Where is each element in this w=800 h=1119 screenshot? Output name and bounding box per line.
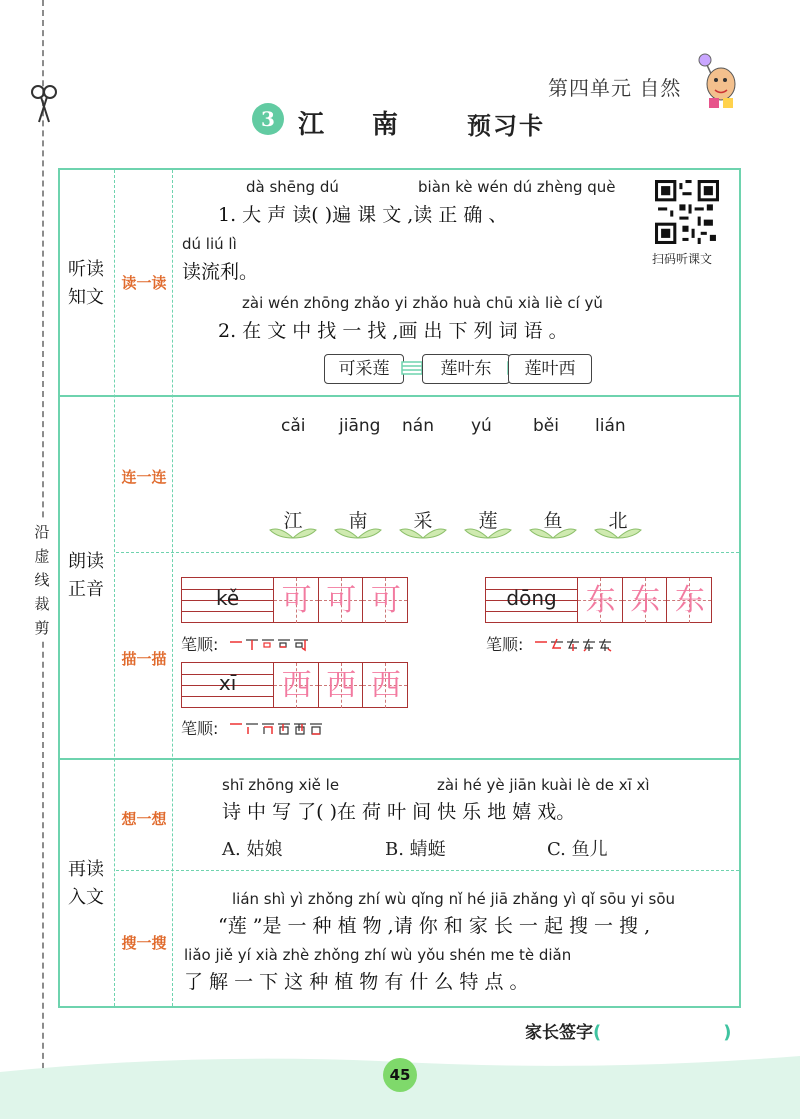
connect-character[interactable]: 南 — [348, 510, 368, 532]
section-title-line: 朗读 — [68, 551, 104, 572]
trace-pinyin: dōng — [506, 586, 557, 610]
trace-cell[interactable] — [318, 663, 363, 708]
row-divider — [116, 552, 739, 553]
section-title-pronounce — [66, 548, 106, 604]
pinyin-line: biàn kè wén dú zhèng què — [418, 178, 616, 196]
activity-read: 读一读 — [121, 274, 167, 292]
section-title-line: 知文 — [68, 287, 104, 308]
question-1: 1. 大 声 读( )遍 课 文 ,读 正 确 、 — [218, 204, 508, 226]
question-2: 2. 在 文 中 找 一 找 ,画 出 下 列 词 语 。 — [218, 320, 568, 342]
section-title-line: 入文 — [68, 887, 104, 908]
connect-pinyin[interactable]: cǎi — [281, 416, 306, 436]
section-title-listen — [66, 256, 106, 312]
trace-cell[interactable] — [577, 578, 622, 623]
stroke-order-label: 笔顺: — [486, 635, 524, 654]
connect-pinyin[interactable]: yú — [471, 416, 492, 436]
trace-character: 东 — [585, 583, 616, 618]
section-title-line: 再读 — [68, 859, 104, 880]
pinyin-line: dú liú lì — [182, 235, 237, 253]
search-text-2: 了 解 一 下 这 种 植 物 有 什 么 特 点 。 — [184, 971, 529, 993]
section-divider — [60, 395, 739, 397]
trace-cell[interactable] — [273, 578, 318, 623]
trace-grid — [181, 662, 408, 708]
signature-paren-close: ) — [723, 1022, 732, 1043]
signature-paren-open: ( — [593, 1022, 602, 1043]
trace-grid — [181, 577, 408, 623]
search-text-1: “莲 ”是 一 种 植 物 ,请 你 和 家 长 一 起 搜 一 搜 , — [218, 915, 651, 937]
choice-a[interactable]: A. 姑娘 — [222, 839, 283, 860]
trace-pinyin: xī — [218, 671, 237, 695]
unit-label: 第四单元 自然 — [548, 76, 682, 100]
leaf-icon — [398, 524, 448, 540]
leaf-icon — [593, 524, 643, 540]
word-card: 莲叶西 — [508, 354, 592, 384]
connect-character[interactable]: 采 — [413, 510, 433, 532]
leaf-icon — [463, 524, 513, 540]
stroke-order-label: 笔顺: — [181, 719, 219, 738]
question-1-continued: 读流利。 — [182, 261, 259, 283]
trace-cell[interactable] — [318, 578, 363, 623]
stroke-order-label: 笔顺: — [181, 635, 219, 654]
activity-think: 想一想 — [121, 810, 167, 828]
trace-cell[interactable] — [622, 578, 667, 623]
card-label: 预习卡 — [467, 112, 545, 140]
parent-signature-label: 家长签字 — [525, 1023, 593, 1043]
pinyin-line: liǎo jiě yí xià zhè zhǒng zhí wù yǒu shén me tè diǎn — [184, 946, 572, 964]
link-icon — [401, 360, 423, 376]
parent-signature[interactable] — [525, 1018, 731, 1043]
leaf-icon — [268, 524, 318, 540]
connect-character[interactable]: 鱼 — [543, 510, 563, 532]
lesson-number-badge: 3 — [252, 103, 284, 135]
connect-pinyin[interactable]: lián — [595, 416, 626, 436]
trace-cell[interactable] — [666, 578, 711, 623]
connect-character[interactable]: 莲 — [478, 510, 498, 532]
leaf-icon — [528, 524, 578, 540]
lesson-title: 江南 — [298, 110, 447, 140]
activity-search: 搜一搜 — [121, 934, 167, 952]
trace-cell[interactable] — [362, 578, 407, 623]
cut-text-char: 线 — [34, 571, 50, 589]
pinyin-cell — [182, 578, 273, 622]
cut-instruction — [31, 520, 53, 640]
qr-label: 扫码听课文 — [652, 252, 713, 266]
choice-b[interactable]: B. 蜻蜓 — [385, 839, 446, 860]
trace-grid — [485, 577, 712, 623]
activity-trace: 描一描 — [121, 650, 167, 668]
section-title-reread — [66, 856, 106, 912]
connect-pinyin[interactable]: jiāng — [339, 416, 381, 436]
connect-character[interactable]: 江 — [283, 510, 303, 532]
trace-pinyin: kě — [215, 586, 240, 610]
cut-text-char: 裁 — [34, 595, 50, 613]
column-divider — [114, 170, 115, 1006]
trace-character: 西 — [370, 668, 401, 703]
pinyin-cell — [182, 663, 273, 707]
pinyin-line: shī zhōng xiě le — [222, 776, 340, 794]
section-divider — [60, 758, 739, 760]
stroke-order-icon — [228, 636, 316, 652]
section-title-line: 听读 — [68, 259, 104, 280]
page-number-badge: 45 — [383, 1058, 417, 1092]
column-divider — [172, 170, 173, 1006]
trace-character: 东 — [630, 583, 661, 618]
leaf-icon — [333, 524, 383, 540]
mascot-icon — [693, 50, 743, 112]
cut-text-char: 虚 — [34, 547, 50, 565]
section-title-line: 正音 — [68, 579, 104, 600]
stroke-order-icon — [228, 720, 326, 736]
trace-character: 东 — [674, 583, 705, 618]
pinyin-line: dà shēng dú — [246, 178, 339, 196]
word-card: 可采莲 — [324, 354, 404, 384]
stroke-order-icon — [533, 636, 615, 652]
cut-text-char: 剪 — [34, 619, 50, 637]
pinyin-line: lián shì yì zhǒng zhí wù qǐng nǐ hé jiā zhǎng yì qǐ sōu yi sōu — [232, 890, 676, 908]
pinyin-line: zài hé yè jiān kuài lè de xī xì — [437, 776, 650, 794]
qr-code-icon[interactable] — [655, 180, 719, 244]
word-card: 莲叶东 — [422, 354, 510, 384]
connect-character[interactable]: 北 — [608, 510, 628, 532]
trace-character: 可 — [326, 583, 357, 618]
activity-connect: 连一连 — [121, 468, 167, 486]
row-divider — [116, 870, 739, 871]
cut-text-char: 沿 — [34, 523, 50, 541]
choice-c[interactable]: C. 鱼儿 — [547, 839, 608, 860]
pinyin-cell — [486, 578, 577, 622]
pinyin-line: zài wén zhōng zhǎo yi zhǎo huà chū xià liè cí yǔ — [242, 294, 603, 312]
scissors-icon — [30, 84, 58, 124]
trace-character: 西 — [326, 668, 357, 703]
trace-character: 西 — [281, 668, 312, 703]
trace-character: 可 — [281, 583, 312, 618]
think-question: 诗 中 写 了( )在 荷 叶 间 快 乐 地 嬉 戏。 — [222, 801, 576, 823]
trace-character: 可 — [370, 583, 401, 618]
connect-pinyin[interactable]: běi — [533, 416, 559, 436]
trace-cell[interactable] — [273, 663, 318, 708]
connect-pinyin[interactable]: nán — [402, 416, 434, 436]
trace-cell[interactable] — [362, 663, 407, 708]
